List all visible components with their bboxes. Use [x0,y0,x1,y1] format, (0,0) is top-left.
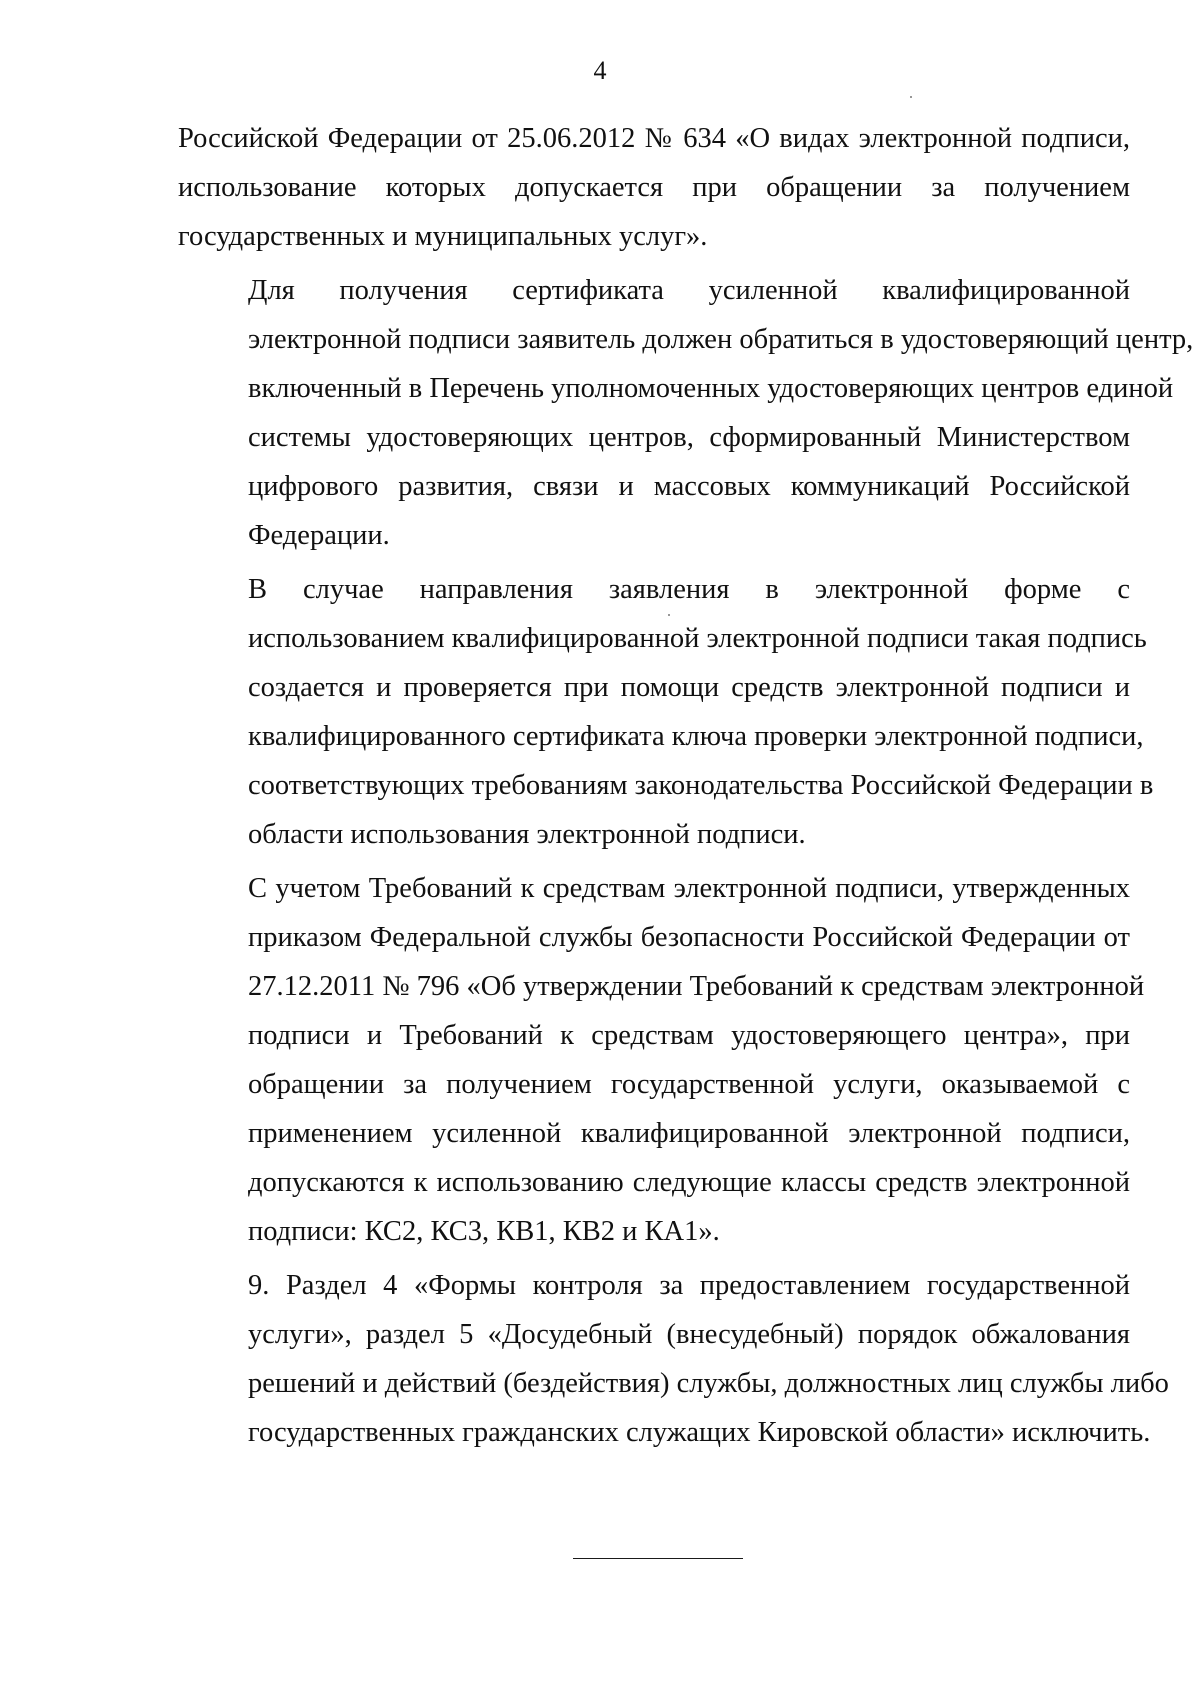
text-line: В случае направления заявления в электронной форме с [248,574,1130,605]
document-body [178,114,1194,1462]
text-line: подписи и Требований к средствам удостоверяющего центра», при [248,1020,1130,1051]
text-line: Федерации. [248,520,390,551]
paragraph [178,864,1145,1256]
closing-rule [573,1558,743,1559]
paragraph [178,114,1130,261]
scan-speck [910,96,912,98]
text-line: использование которых допускается при обращении за получением [178,172,1130,203]
text-line: государственных и муниципальных услуг». [178,221,708,252]
text-line: 9. Раздел 4 «Формы контроля за предоставлением государственной [248,1270,1130,1301]
text-line: применением усиленной квалифицированной электронной подписи, [248,1118,1130,1149]
text-line: электронной подписи заявитель должен обратиться в удостоверяющий центр, [248,324,1194,355]
text-line: Российской Федерации от 25.06.2012 № 634 «О видах электронной подписи, [178,123,1130,154]
text-line: подписи: КС2, КС3, КВ1, КВ2 и КА1». [248,1216,720,1247]
text-line: системы удостоверяющих центров, сформированный Министерством [248,422,1130,453]
text-line: области использования электронной подписи. [248,819,806,850]
text-line: использованием квалифицированной электронной подписи такая подпись [248,623,1147,654]
text-line: услуги», раздел 5 «Досудебный (внесудебный) порядок обжалования [248,1319,1130,1350]
paragraph [178,1261,1169,1457]
scan-speck [668,614,670,616]
paragraph [178,266,1194,560]
text-line: соответствующих требованиям законодательства Российской Федерации в [248,770,1154,801]
text-line: приказом Федеральной службы безопасности Российской Федерации от [248,922,1130,953]
page-number: 4 [593,56,607,85]
text-line: С учетом Требований к средствам электронной подписи, утвержденных [248,873,1130,904]
text-line: квалифицированного сертификата ключа проверки электронной подписи, [248,721,1144,752]
text-line: 27.12.2011 № 796 «Об утверждении Требований к средствам электронной [248,971,1145,1002]
paragraph [178,565,1154,859]
text-line: решений и действий (бездействия) службы, должностных лиц службы либо [248,1368,1169,1399]
text-line: допускаются к использованию следующие классы средств электронной [248,1167,1130,1198]
text-line: создается и проверяется при помощи средств электронной подписи и [248,672,1130,703]
text-line: включенный в Перечень уполномоченных удостоверяющих центров единой [248,373,1174,404]
text-line: обращении за получением государственной услуги, оказываемой с [248,1069,1130,1100]
text-line: государственных гражданских служащих Кировской области» исключить. [248,1417,1151,1448]
text-line: Для получения сертификата усиленной квалифицированной [248,275,1130,306]
text-line: цифрового развития, связи и массовых коммуникаций Российской [248,471,1130,502]
